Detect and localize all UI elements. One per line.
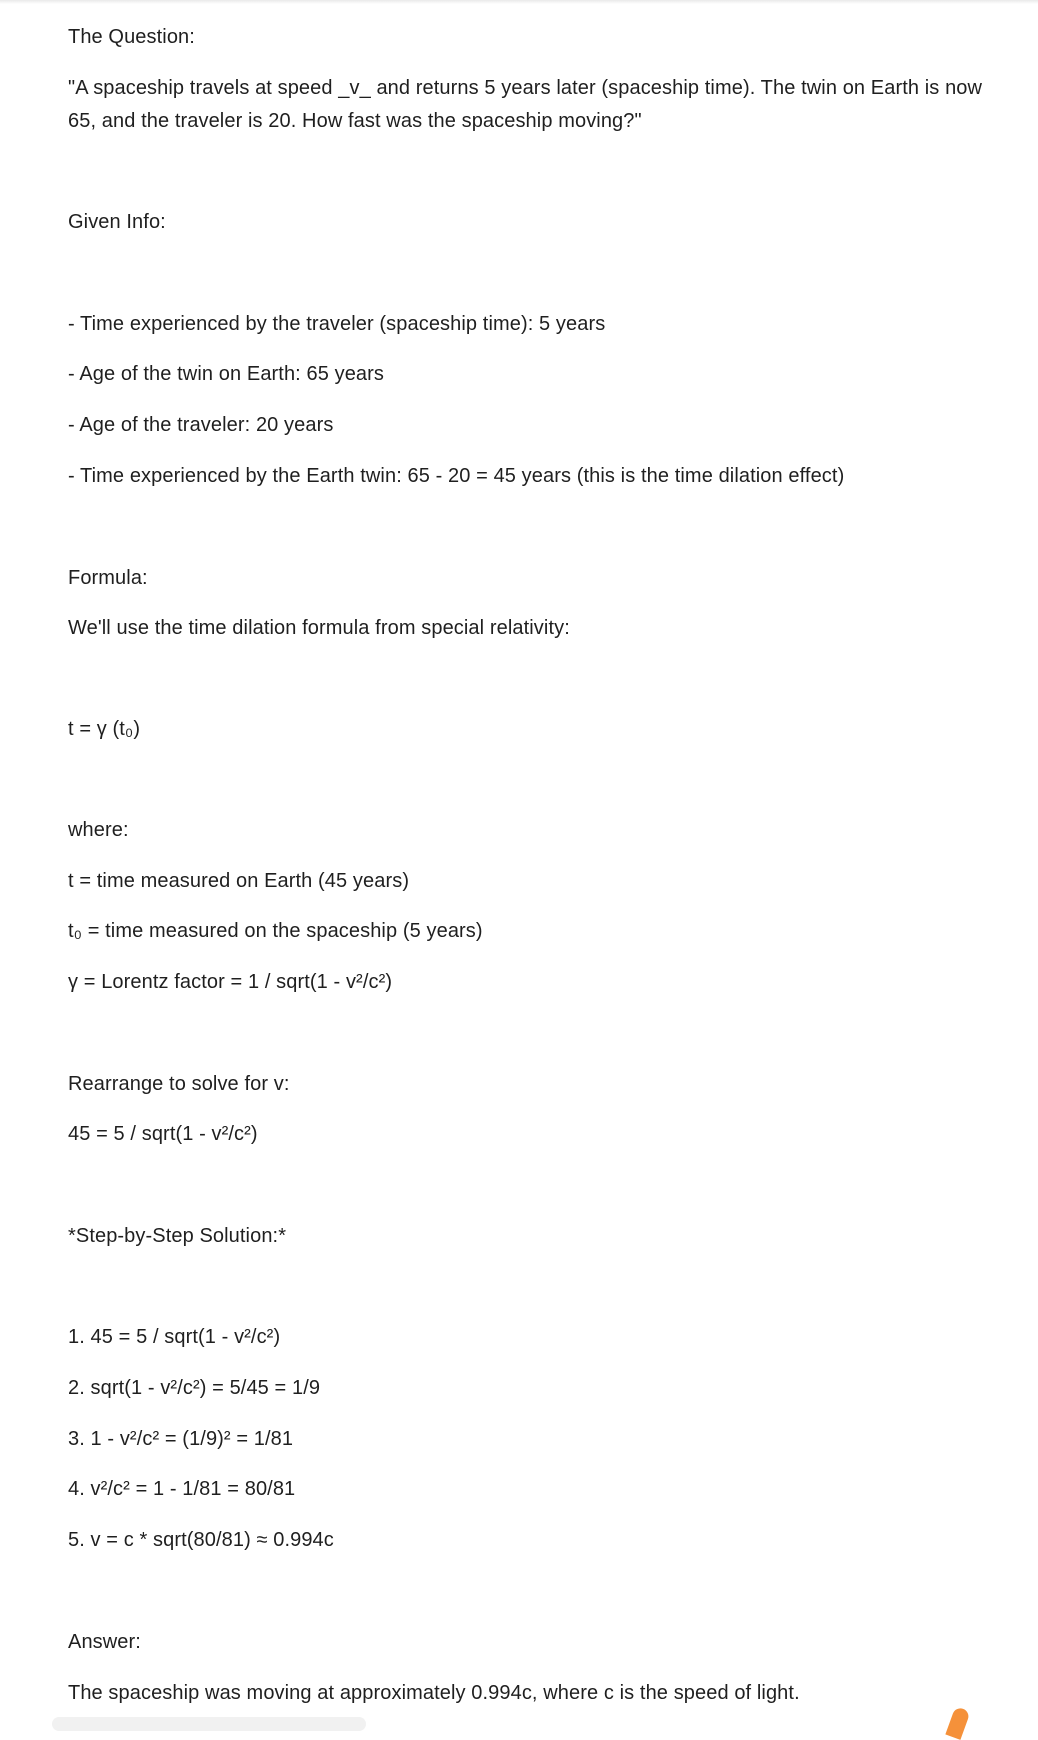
solution-step-2: 2. sqrt(1 - v²/c²) = 5/45 = 1/9 [68, 1377, 321, 1399]
given-item-2: - Age of the twin on Earth: 65 years [68, 363, 385, 385]
given-item-4: - Time experienced by the Earth twin: 65 - 20 = 45 years (this is the time dilation effect) [68, 465, 845, 487]
given-item-1: - Time experienced by the traveler (spaceship time): 5 years [68, 313, 606, 335]
definition-t0: t₀ = time measured on the spaceship (5 years) [68, 920, 483, 942]
definition-t: t = time measured on Earth (45 years) [68, 870, 410, 892]
rearrange-heading: Rearrange to solve for v: [68, 1073, 290, 1095]
formula-where-label: where: [68, 819, 129, 841]
solution-step-5: 5. v = c * sqrt(80/81) ≈ 0.994c [68, 1529, 334, 1551]
solution-step-3: 3. 1 - v²/c² = (1/9)² = 1/81 [68, 1428, 294, 1450]
formula-intro: We'll use the time dilation formula from special relativity: [68, 617, 570, 639]
definition-gamma: γ = Lorentz factor = 1 / sqrt(1 - v²/c²) [68, 971, 393, 993]
question-heading: The Question: [68, 26, 195, 48]
bottom-scroll-bar [52, 1717, 366, 1731]
answer-text: The spaceship was moving at approximately 0.994c, where c is the speed of light. [68, 1682, 800, 1704]
given-item-3: - Age of the traveler: 20 years [68, 414, 334, 436]
given-heading: Given Info: [68, 211, 166, 233]
answer-heading: Answer: [68, 1631, 141, 1653]
question-text: "A spaceship travels at speed _v_ and returns 5 years later (spaceship time). The twin on Earth is now 65, and the traveler is 20. How fast was the spaceship moving?" [68, 77, 983, 132]
solution-step-1: 1. 45 = 5 / sqrt(1 - v²/c²) [68, 1326, 281, 1348]
top-shadow [0, 0, 1038, 4]
solution-step-4: 4. v²/c² = 1 - 1/81 = 80/81 [68, 1478, 296, 1500]
rearrange-equation: 45 = 5 / sqrt(1 - v²/c²) [68, 1123, 258, 1145]
formula-heading: Formula: [68, 567, 148, 589]
solution-heading: *Step-by-Step Solution:* [68, 1225, 287, 1247]
orange-floating-icon[interactable] [945, 1706, 970, 1740]
formula-equation: t = γ (t₀) [68, 718, 141, 740]
